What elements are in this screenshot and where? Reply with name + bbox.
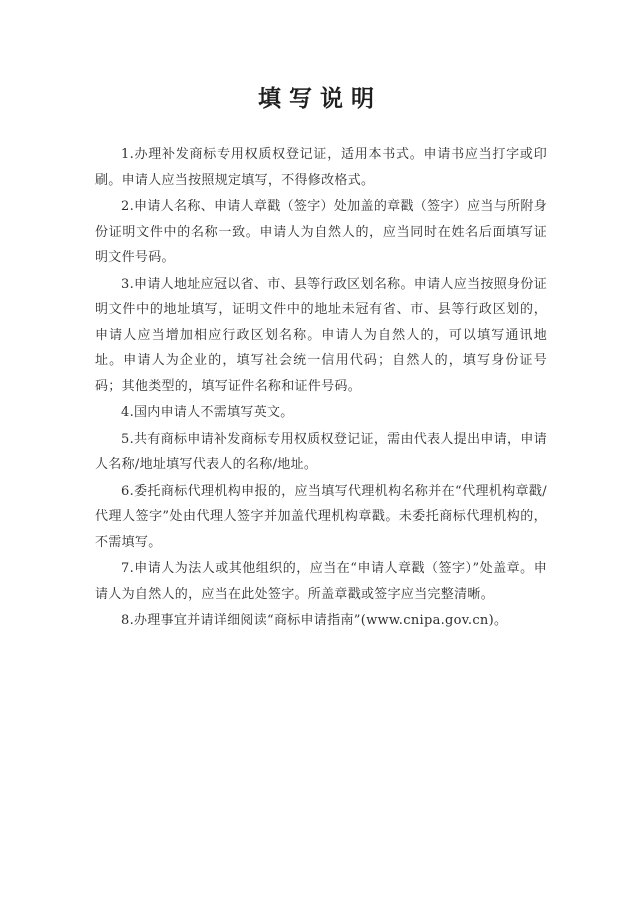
instruction-item-3: 3.申请人地址应冠以省、市、县等行政区划名称。申请人应当按照身份证明文件中的地址填写，证明文件中的地址未冠有省、市、县等行政区划的，申请人应当增加相应行政区划名称。申请人为自然人的，可以填写通讯地址。申请人为企业的，填写社会统一信用代码；自然人的，填写身份证号码；其他类型的，填写证件名称和证件号码。: [95, 276, 547, 394]
instruction-item-1: 1.办理补发商标专用权质权登记证，适用本书式。申请书应当打字或印刷。申请人应当按照规定填写，不得修改格式。: [95, 147, 547, 188]
instruction-item-2: 2.申请人名称、申请人章戳（签字）处加盖的章戳（签字）应当与所附身份证明文件中的名称一致。申请人为自然人的，应当同时在姓名后面填写证明文件号码。: [95, 199, 547, 265]
instructions-list: [95, 142, 547, 635]
instruction-item-6: 6.委托商标代理机构申报的，应当填写代理机构名称并在“代理机构章戳/代理人签字”处由代理人签字并加盖代理机构章戳。未委托商标代理机构的，不需填写。: [95, 483, 547, 550]
instruction-item-4: 4.国内申请人不需填写英文。: [121, 405, 294, 420]
page-title: 填写说明: [258, 85, 382, 112]
instruction-item-8: 8.办理事宜并请详细阅读“商标申请指南”(www.cnipa.gov.cn)。: [121, 613, 508, 628]
instruction-item-7: 7.申请人为法人或其他组织的，应当在“申请人章戳（签字）”处盖章。申请人为自然人的，应当在此处签字。所盖章戳或签字应当完整清晰。: [95, 561, 547, 602]
instruction-item-5: 5.共有商标申请补发商标专用权质权登记证，需由代表人提出申请，申请人名称/地址填写代表人的名称/地址。: [95, 431, 547, 472]
